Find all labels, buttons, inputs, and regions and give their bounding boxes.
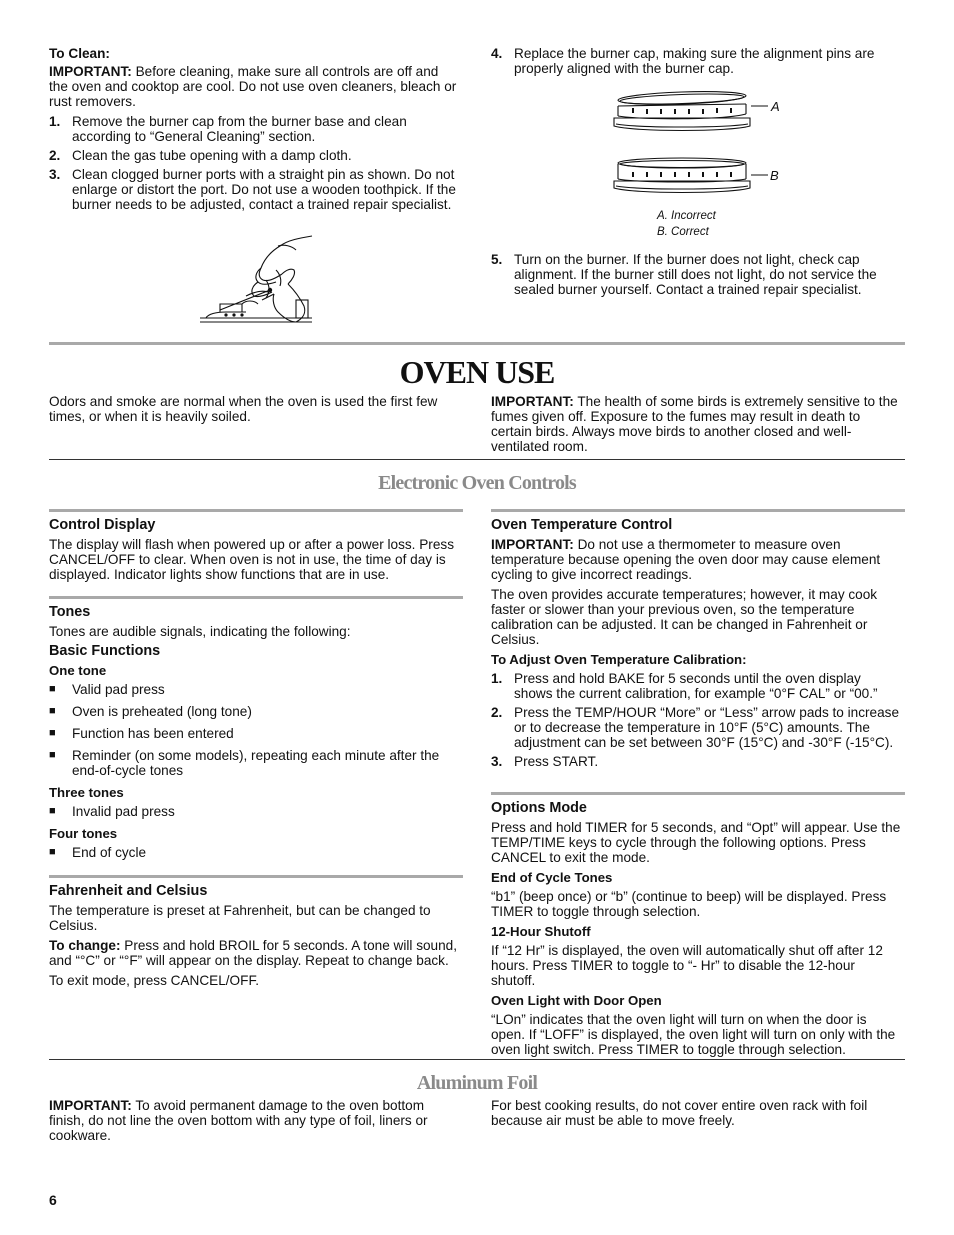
subsection-divider [491, 792, 905, 795]
to-clean-section [49, 46, 461, 216]
four-tones-list [49, 845, 461, 860]
figure-label-a: A [771, 99, 780, 114]
page-number: 6 [49, 1192, 57, 1208]
hand-with-pin-illustration [196, 234, 318, 326]
one-tone-list [49, 682, 461, 778]
figure-label-b: B [770, 168, 779, 183]
list-item: ■ Valid pad press [49, 682, 165, 697]
fahrenheit-celsius-section: Fahrenheit and Celsius The temperature is preset at Fahrenheit, but can be changed to Celsius. To change: Press and hold BROIL for 5 seconds. A tone will sound, and “°C” or “°F” will appear on the display. Repeat to change back. To exit mode, press CANCEL/OFF. [49, 883, 458, 988]
foil-tip: For best cooking results, do not cover entire oven rack with foil because air must be able to move freely. [491, 1098, 868, 1128]
step-5: 5. Turn on the burner. If the burner does not light, check cap alignment. If the burner still does not light, do not service the sealed burner yourself. Contact a trained repair specialist. [491, 252, 877, 297]
options-mode-section: Options Mode Press and hold TIMER for 5 seconds, and “Opt” will appear. Use the TEMP/TIME keys to cycle through the following options. Press CANCEL to exit the mode. End of Cycle Tones “b1” (beep once) or “b” (continue to beep) will be displayed. Press TIMER to toggle through selection. 12-Hour Shutoff If “12 Hr” is displayed, the oven will automatically shut off after 12 hours. Press TIMER to toggle to “- Hr” to disable the 12-hour shutoff. Oven Light with Door Open “LOn” indicates that the oven light will turn on when the door is open. If “LOFF” is displayed, the oven light will turn on only with the oven light switch. Press TIMER to toggle through selection. [491, 800, 901, 1057]
oven-temperature-control-section: Oven Temperature Control IMPORTANT: Do not use a thermometer to measure oven temperature because opening the oven door may cause element cycling to give incorrect readings. The oven provides accurate temperatures; however, it may cook faster or slower than your previous oven, so the temperature calibration can be adjusted. It can be changed in Fahrenheit or Celsius. To Adjust Oven Temperature Calibration: 1. Press and hold BAKE for 5 seconds until the oven display shows the current calibration, for example “0°F CAL” or “00.” 2. Press the TEMP/HOUR “More” or “Less” arrow pads to increase or to decrease the temperature in 10°F (5°C) amounts. The adjustment can be set between 30°F (15°C) and -30°F (-15°C). 3. Press START. [491, 518, 903, 773]
control-display-section: Control Display The display will flash when powered up or after a power loss. Press CANCEL/OFF to clear. When oven is not in use, the time of day is displayed. Indicator lights show functions that are in use. [49, 517, 454, 582]
oven-use-birds-warning: IMPORTANT: The health of some birds is extremely sensitive to the fumes given off. Exposure to the fumes may result in death to certain birds. Always move birds to another closed and well-ventilated room. [491, 394, 898, 454]
turn-on-burner-step [491, 252, 903, 301]
oven-use-title: OVEN USE [399, 354, 555, 390]
tones-section: Tones Tones are audible signals, indicating the following: Basic Functions One tone ■ Valid pad press ■ Oven is preheated (long tone) ■ Function has been entered ■ Reminder (on some models), repeating each minute after the end-of-cycle tones Three tones ■ Invalid pad press Four tones ■ End of cycle [49, 605, 461, 867]
calibration-steps [491, 671, 903, 769]
to-clean-steps [49, 114, 461, 212]
list-item: ■ Function has been entered [49, 726, 234, 741]
oven-use-intro: Odors and smoke are normal when the oven is used the first few times, or when it is heavily soiled. [49, 394, 438, 424]
list-item: ■ Reminder (on some models), repeating each minute after the end-of-cycle tones [49, 748, 440, 778]
step-3: 3. Clean clogged burner ports with a straight pin as shown. Do not enlarge or distort the port. Do not use a wooden toothpick. If the burner needs to be adjusted, contact a trained repair specialist. [49, 167, 456, 212]
step-4: 4. Replace the burner cap, making sure the alignment pins are properly aligned with the burner cap. [491, 46, 875, 76]
foil-important: IMPORTANT: To avoid permanent damage to the oven bottom finish, do not line the oven bottom with any type of foil, liners or cookware. [49, 1098, 428, 1143]
list-item: ■ Invalid pad press [49, 804, 175, 819]
subsection-divider [491, 509, 905, 512]
section-divider [49, 342, 905, 345]
burner-correct-illustration [610, 155, 786, 200]
to-clean-heading: To Clean: [49, 46, 110, 61]
list-item: ■ Oven is preheated (long tone) [49, 704, 252, 719]
to-clean-important: IMPORTANT: Before cleaning, make sure all controls are off and the oven and cooktop are cool. Do not use oven cleaners, bleach or rust removers. [49, 64, 457, 109]
subsection-divider [49, 875, 463, 878]
calibration-step-3: 3. Press START. [491, 754, 599, 769]
subsection-divider [49, 596, 463, 599]
aluminum-foil-title: Aluminum Foil [416, 1072, 538, 1094]
calibration-step-2: 2. Press the TEMP/HOUR “More” or “Less” arrow pads to increase or to decrease the temperature in 10°F (5°C) amounts. The adjustment can be set between 30°F (15°C) and -30°F (-15°C). [491, 705, 900, 750]
three-tones-list [49, 804, 461, 819]
caption-incorrect: A. Incorrect [657, 210, 716, 222]
caption-correct: B. Correct [657, 226, 709, 238]
burner-incorrect-illustration [610, 88, 786, 138]
section-divider [49, 459, 905, 460]
calibration-step-1: 1. Press and hold BAKE for 5 seconds until the oven display shows the current calibration, for example “0°F CAL” or “00.” [491, 671, 878, 701]
electronic-controls-title: Electronic Oven Controls [378, 472, 576, 494]
step-2: 2. Clean the gas tube opening with a damp cloth. [49, 148, 352, 163]
section-divider [49, 1059, 905, 1060]
replace-cap-step [491, 46, 903, 80]
figure-captions [657, 208, 716, 240]
list-item: ■ End of cycle [49, 845, 147, 860]
subsection-divider [49, 509, 463, 512]
step-1: 1. Remove the burner cap from the burner base and clean according to “General Cleaning” section. [49, 114, 407, 144]
